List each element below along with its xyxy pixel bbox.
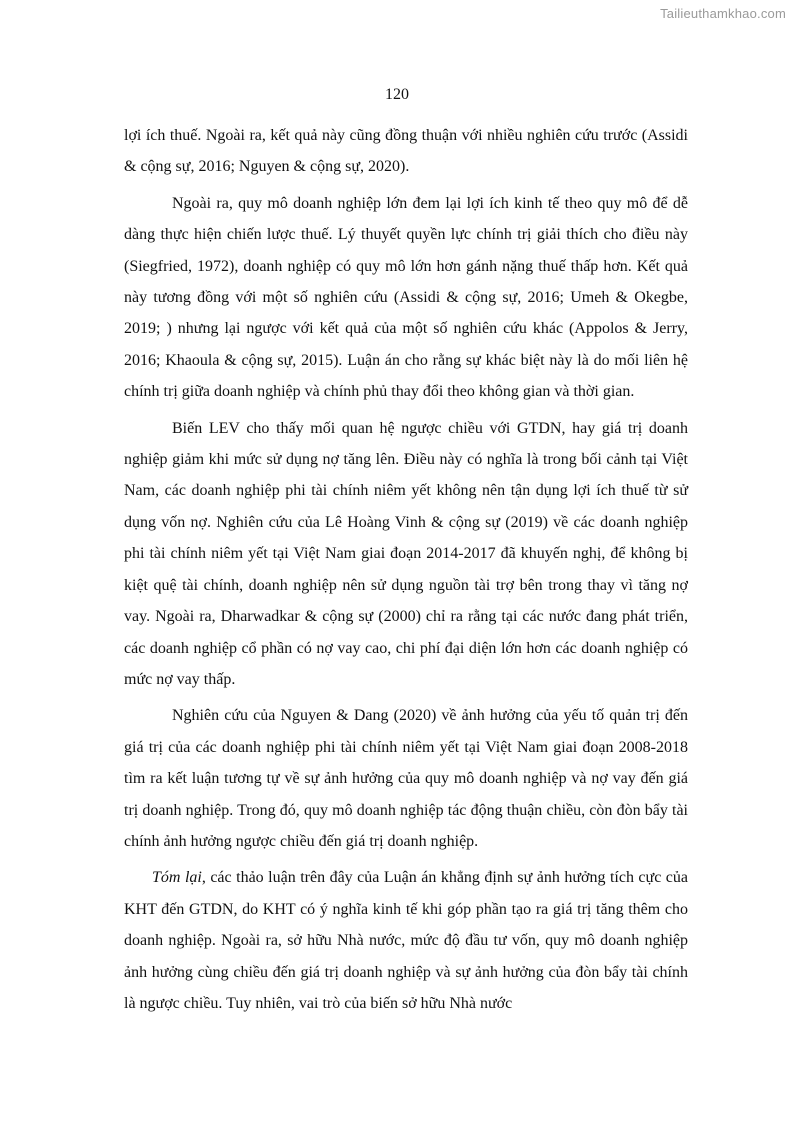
paragraph-4: Nghiên cứu của Nguyen & Dang (2020) về ảnh hưởng của yếu tố quản trị đến giá trị của các doanh nghiệp phi tài chính niêm yết tại Việt Nam giai đoạn 2008-2018 tìm ra kết luận tương tự về sự ảnh hưởng của quy mô doanh nghiệp và nợ vay đến giá trị doanh nghiệp. Trong đó, quy mô doanh nghiệp tác động thuận chiều, còn đòn bẩy tài chính ảnh hưởng ngược chiều đến giá trị doanh nghiệp. xyxy=(124,707,688,850)
paragraph-1: lợi ích thuế. Ngoài ra, kết quả này cũng đồng thuận với nhiều nghiên cứu trước (Assidi & cộng sự, 2016; Nguyen & cộng sự, 2020). xyxy=(124,127,688,176)
document-body xyxy=(124,120,688,1024)
page-number: 120 xyxy=(385,86,409,103)
watermark-text: Tailieuthamkhao.com xyxy=(660,6,786,21)
summary-lead-italic: Tóm lại xyxy=(152,869,202,887)
summary-text: , các thảo luận trên đây của Luận án khẳng định sự ảnh hưởng tích cực của KHT đến GTDN, do KHT có ý nghĩa kinh tế khi góp phần tạo ra giá trị tăng thêm cho doanh nghiệp. Ngoài ra, sở hữu Nhà nước, mức độ đầu tư vốn, quy mô doanh nghiệp ảnh hưởng cùng chiều đến giá trị doanh nghiệp và sự ảnh hưởng của đòn bẩy tài chính là ngược chiều. Tuy nhiên, vai trò của biến sở hữu Nhà nước xyxy=(124,869,689,1012)
paragraph-2: Ngoài ra, quy mô doanh nghiệp lớn đem lại lợi ích kinh tế theo quy mô để dễ dàng thực hiện chiến lược thuế. Lý thuyết quyền lực chính trị giải thích cho điều này (Siegfried, 1972), doanh nghiệp có quy mô lớn hơn gánh nặng thuế thấp hơn. Kết quả này tương đồng với một số nghiên cứu (Assidi & cộng sự, 2016; Umeh & Okegbe, 2019; ) nhưng lại ngược với kết quả của một số nghiên cứu khác (Appolos & Jerry, 2016; Khaoula & cộng sự, 2015). Luận án cho rằng sự khác biệt này là do mối liên hệ chính trị giữa doanh nghiệp và chính phủ thay đổi theo không gian và thời gian. xyxy=(124,194,688,401)
paragraph-3: Biến LEV cho thấy mối quan hệ ngược chiều với GTDN, hay giá trị doanh nghiệp giảm khi mức sử dụng nợ tăng lên. Điều này có nghĩa là trong bối cảnh tại Việt Nam, các doanh nghiệp phi tài chính niêm yết không nên tận dụng lợi ích thuế từ sử dụng vốn nợ. Nghiên cứu của Lê Hoàng Vinh & cộng sự (2019) về các doanh nghiệp phi tài chính niêm yết tại Việt Nam giai đoạn 2014-2017 đã khuyến nghị, để không bị kiệt quệ tài chính, doanh nghiệp nên sử dụng nguồn tài trợ bên trong thay vì tăng nợ vay. Ngoài ra, Dharwadkar & cộng sự (2000) chỉ ra rằng tại các nước đang phát triển, các doanh nghiệp cổ phần có nợ vay cao, chi phí đại diện lớn hơn các doanh nghiệp có mức nợ vay thấp. xyxy=(124,419,688,688)
paragraph-5-summary xyxy=(124,862,688,1019)
